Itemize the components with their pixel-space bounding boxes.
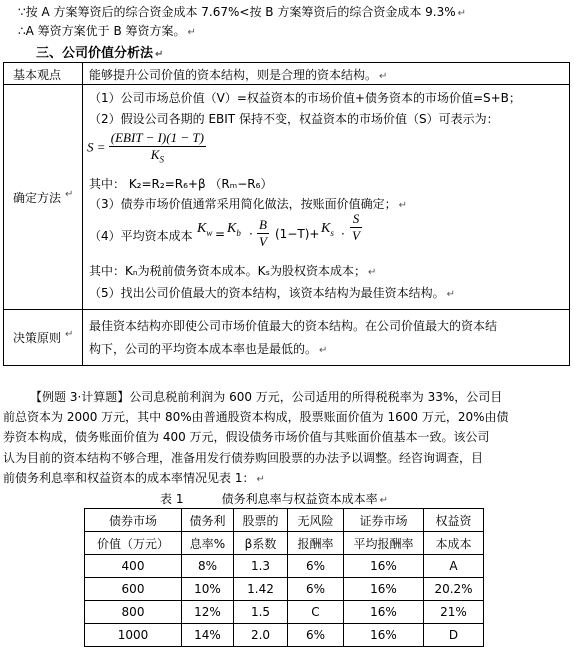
paragraph-mark-icon: ↵ — [368, 267, 377, 278]
table-header: 报酬率 — [288, 532, 344, 555]
example-line-4: 认为目前的资本结构不够合理，准备用发行债券购回股票的办法予以调整。经咨询调查，目 — [3, 451, 484, 465]
paragraph-mark-icon: ↵ — [379, 71, 388, 82]
intro-line-1: ∵按 A 方案筹资后的综合资金成本 7.67%<按 B 方案筹资后的综合资金成本 9.3% ↵ — [18, 5, 467, 19]
paragraph-mark-icon: ↵ — [398, 200, 408, 211]
table-cell: 2.0 — [234, 624, 288, 647]
row2-step2: （2）假设公司各期的 EBIT 保持不变，权益资本的市场价值（S）可表示为： — [89, 112, 499, 126]
row2-step3: （3）债券市场价值通常采用简化做法，按账面价值确定； ↵ — [89, 197, 408, 211]
table-cell: 6% — [288, 578, 344, 601]
table-cell: 16% — [344, 601, 424, 624]
table-cell: 1000 — [85, 624, 182, 647]
rate-table — [84, 508, 484, 647]
table-cell: 6% — [288, 555, 344, 578]
table-row — [85, 555, 484, 578]
table-cell: 16% — [344, 578, 424, 601]
paragraph-mark-icon: ↵ — [379, 495, 388, 506]
table-header: 证券市场 — [344, 509, 424, 532]
table-header: 权益资 — [424, 509, 484, 532]
table-cell: 10% — [182, 578, 234, 601]
table-header: 无风险 — [288, 509, 344, 532]
row2-text-cell: （1）公司市场总价值（V）=权益资本的市场价值+债务资本的市场价值=S+B； （2）假设公司各期的 EBIT 保持不变，权益资本的市场价值（S）可表示为： S = $\frac{\text{(EBIT − I)(1 − T)}}{K_S}$ 其中： K₂=R₂=R₆+β （Rₘ−R₆） （3）债券市场价值通常采用简化做法，按账面价值确定； ↵ （4）平均资本成本 $K_w$ = $K_b$ · $\frac{B}{V}$ (1−T)+ $K_s$ · $\frac{S}{V}$ 其中：Kₙ为税前债务资本成本。Kₛ为股权资本成本； ↵ （5）找出公司价值最大的资本结构，该资本结构为最佳资本结构。 ↵ — [83, 85, 570, 310]
row2-note-ks: 其中： K₂=R₂=R₆+β （Rₘ−R₆） — [89, 177, 273, 191]
row2-step5: （5）找出公司价值最大的资本结构，该资本结构为最佳资本结构。 ↵ — [89, 286, 456, 300]
table-cell: 21% — [424, 601, 484, 624]
table-row — [85, 624, 484, 647]
table-cell: A — [424, 555, 484, 578]
table-cell: D — [424, 624, 484, 647]
row3-line-2: 构下，公司的平均资本成本率也是最低的。 ↵ — [89, 342, 328, 356]
table-header: 债券市场 — [85, 509, 182, 532]
example-line-3: 券资本构成，债务账面价值为 400 万元，假设债务市场价值与其账面价值基本一致。该公司 — [3, 430, 490, 444]
formula-denominator: $K_S$ — [150, 147, 164, 165]
row3-label-cell — [4, 310, 83, 366]
table-cell: 800 — [85, 601, 182, 624]
example-line-2: 前总资本为 2000 万元，其中 80%由普通股资本构成，股票账面价值为 1600 万元，20%由债 — [3, 410, 509, 424]
row1-label: 基本观点 — [13, 68, 62, 82]
paragraph-mark-icon: ↵ — [319, 345, 328, 356]
paragraph-mark-icon: ↵ — [446, 289, 456, 300]
table-header: 股票的 — [234, 509, 288, 532]
row3-text-cell — [83, 310, 570, 366]
table-cell: 1.5 — [234, 601, 288, 624]
table-header: 息率% — [182, 532, 234, 555]
row3-line-1: 最佳资本结构亦即使公司市场价值最大的资本结构。在公司价值最大的资本结 — [89, 319, 498, 333]
paragraph-mark-icon: ↵ — [65, 189, 74, 200]
table-header: 本成本 — [424, 532, 484, 555]
intro-line-2: ∴A 筹资方案优于 B 筹资方案。 ↵ — [18, 24, 196, 38]
table-cell: 16% — [344, 624, 424, 647]
table-cell: 16% — [344, 555, 424, 578]
paragraph-mark-icon: ↵ — [65, 329, 74, 340]
s-formula: S = $\frac{\text{(EBIT − I)(1 − T)}}{K_S}$ — [87, 130, 204, 165]
method-table — [3, 62, 570, 366]
row1-label-cell — [4, 63, 83, 85]
paragraph-mark-icon: ↵ — [256, 474, 265, 485]
example-line-5: 前债务利息率和权益资本的成本率情况见表 1： ↵ — [3, 471, 265, 485]
table-cell: 12% — [182, 601, 234, 624]
example-line-1: 【例题 3·计算题】公司息税前利润为 600 万元，公司适用的所得税税率为 33%，公司目 — [30, 390, 503, 404]
table-header: 平均报酬率 — [344, 532, 424, 555]
section-heading: 三、公司价值分析法 ↵ — [36, 46, 164, 61]
table-header: 债务利 — [182, 509, 234, 532]
table-cell: 600 — [85, 578, 182, 601]
row2-step1: （1）公司市场总价值（V）=权益资本的市场价值+债务资本的市场价值=S+B； — [89, 91, 521, 105]
table-header: β系数 — [234, 532, 288, 555]
table-row — [85, 601, 484, 624]
row1-text: 能够提升公司价值的资本结构，则是合理的资本结构。 ↵ — [89, 68, 388, 82]
row2-label: 确定方法 — [13, 191, 62, 205]
formula-numerator: (EBIT − I)(1 − T) — [110, 130, 204, 145]
table-cell: 14% — [182, 624, 234, 647]
row3-label: 决策原则 — [13, 331, 62, 345]
row1-text-cell — [83, 63, 570, 85]
row2-label-cell — [4, 85, 83, 310]
paragraph-mark-icon: ↵ — [155, 49, 164, 60]
table-cell: 8% — [182, 555, 234, 578]
table-cell: C — [288, 601, 344, 624]
table-cell: 20.2% — [424, 578, 484, 601]
paragraph-mark-icon: ↵ — [187, 27, 196, 38]
table-cell: 1.3 — [234, 555, 288, 578]
table-row — [85, 578, 484, 601]
table-header: 价值（万元） — [85, 532, 182, 555]
row2-note-kb: 其中：Kₙ为税前债务资本成本。Kₛ为股权资本成本； ↵ — [89, 264, 377, 278]
paragraph-mark-icon: ↵ — [457, 8, 467, 19]
table-cell: 1.42 — [234, 578, 288, 601]
table-cell: 6% — [288, 624, 344, 647]
table-caption: 表 1 债务利息率与权益资本成本率 ↵ — [160, 492, 388, 506]
table-cell: 400 — [85, 555, 182, 578]
